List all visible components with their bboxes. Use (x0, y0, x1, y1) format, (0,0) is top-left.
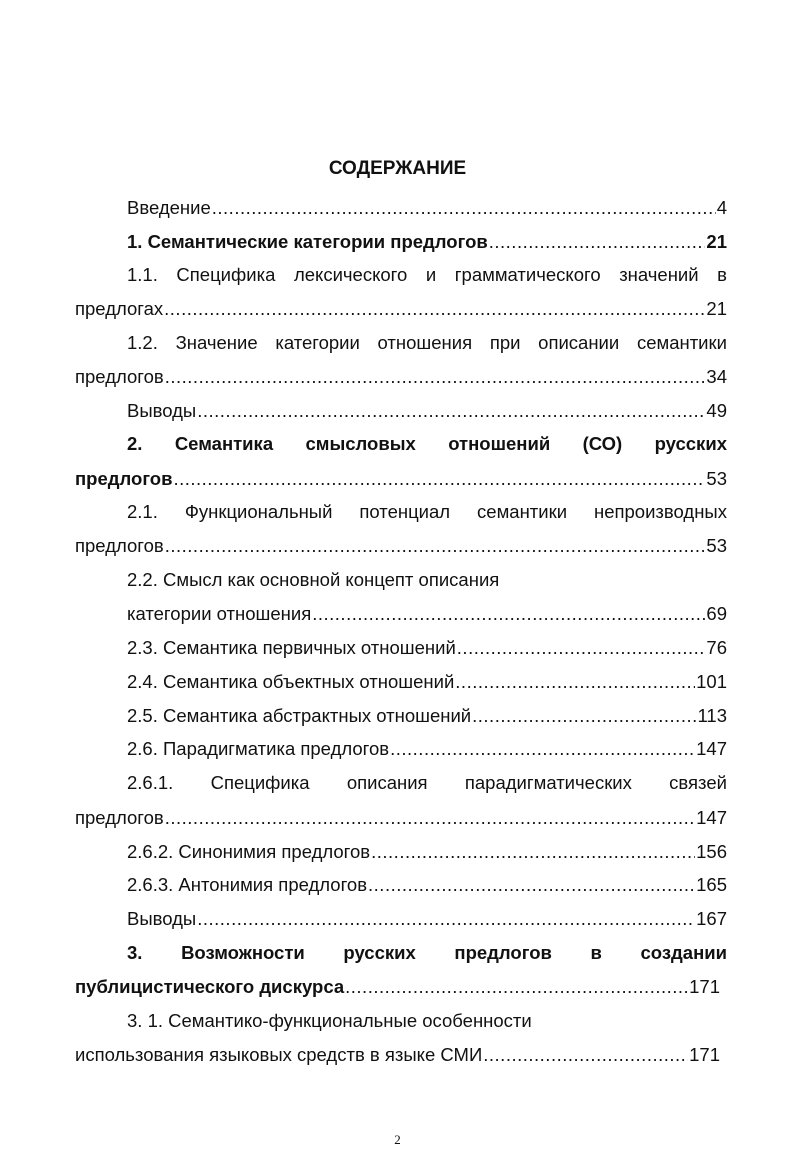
toc-entry-label: 2.6. Парадигматика предлогов (127, 738, 390, 759)
toc-entry-2-6-1-line1 (127, 770, 727, 796)
word: Возможности (181, 942, 305, 963)
toc-entry-page: 49 (706, 400, 727, 421)
leader-dots (371, 839, 695, 865)
toc-entry-label: 2.6.2. Синонимия предлогов (127, 841, 371, 862)
leader-dots (457, 635, 706, 661)
toc-entry-label: Выводы (127, 400, 197, 421)
toc-entry-2-1-line2 (75, 533, 727, 559)
leader-dots (165, 805, 695, 831)
toc-entry-page: 171 (689, 976, 720, 997)
word: семантики (636, 332, 727, 353)
word: 3. (127, 942, 143, 963)
leader-dots (472, 703, 696, 729)
toc-entry-page: 53 (706, 535, 727, 556)
toc-entry-label: предлогов (75, 807, 164, 828)
toc-entry-label: предлогов (75, 468, 173, 489)
toc-entry-2-2-line2 (127, 601, 727, 627)
word: в (717, 264, 727, 285)
toc-entry-page: 156 (696, 841, 727, 862)
word: 2.6.1. (127, 772, 174, 793)
toc-entry-page: 34 (706, 366, 727, 387)
leader-dots (212, 195, 716, 221)
toc-entry-1-2-line1 (127, 330, 727, 356)
toc-entry-label: 2.3. Семантика первичных отношений (127, 637, 456, 658)
toc-entry-2-1-line1 (127, 499, 727, 525)
toc-entry-2-6 (127, 736, 727, 762)
word: описания (346, 772, 428, 793)
word: 1.2. (127, 332, 158, 353)
word: Специфика (176, 264, 276, 285)
toc-entry-page: 53 (706, 468, 727, 489)
toc-title: СОДЕРЖАНИЕ (328, 158, 467, 179)
word: 2. (127, 433, 143, 454)
word: 1.1. (127, 264, 158, 285)
toc-entry-page: 21 (706, 231, 727, 252)
toc-entry-label: предлогов (75, 535, 164, 556)
toc-entry-2-6-1-line2 (75, 805, 727, 831)
toc-entry-2-4 (127, 669, 727, 695)
toc-entry-page: 147 (696, 738, 727, 759)
toc-entry-1-2-line2 (75, 364, 727, 390)
toc-entry-label: публицистического дискурса (75, 976, 345, 997)
word: семантики (477, 501, 568, 522)
toc-entry-label: 2.2. Смысл как основной концепт описания (127, 569, 500, 590)
word: смысловых (305, 433, 416, 454)
leader-dots (483, 1042, 688, 1068)
word: непроизводных (594, 501, 727, 522)
toc-entry-2-5 (127, 703, 727, 729)
toc-entry-label: 1. Семантические категории предлогов (127, 231, 488, 252)
toc-entry-label: категории отношения (127, 603, 312, 624)
word: 2.1. (127, 501, 158, 522)
word: Специфика (210, 772, 310, 793)
toc-entry-page: 69 (706, 603, 727, 624)
word: категории (275, 332, 360, 353)
toc-entry-1-1-line1 (127, 262, 727, 288)
toc-entry-chapter-2-line1 (127, 431, 727, 457)
toc-entry-2-3 (127, 635, 727, 661)
word: русских (343, 942, 416, 963)
word: в (590, 942, 602, 963)
leader-dots (489, 229, 706, 255)
toc-entry-label: использования языковых средств в языке СМИ (75, 1044, 483, 1065)
toc-entry-label: Выводы (127, 908, 197, 929)
word: связей (669, 772, 727, 793)
leader-dots (164, 296, 705, 322)
word: Значение (175, 332, 258, 353)
leader-dots (345, 974, 688, 1000)
leader-dots (165, 364, 706, 390)
word: при (489, 332, 521, 353)
toc-entry-label: 3. 1. Семантико-функциональные особенности (127, 1010, 532, 1031)
toc-entry-page: 101 (696, 671, 727, 692)
toc-entry-page: 21 (706, 298, 727, 319)
word: парадигматических (464, 772, 632, 793)
toc-entry-3-1-line2 (75, 1042, 720, 1068)
toc-entry-page: 76 (706, 637, 727, 658)
toc-entry-label: предлогах (75, 298, 164, 319)
toc-entry-chapter-1 (127, 229, 727, 255)
toc-entry-page: 171 (689, 1044, 720, 1065)
toc-entry-chapter-3-line1 (127, 940, 727, 966)
toc-entry-label: Введение (127, 197, 211, 218)
word: описании (538, 332, 620, 353)
leader-dots (197, 906, 695, 932)
toc-entry-1-1-line2 (75, 296, 727, 322)
toc-entry-conclusions-1 (127, 398, 727, 424)
toc-entry-chapter-3-line2 (75, 974, 720, 1000)
toc-entry-2-6-2 (127, 839, 727, 865)
leader-dots (312, 601, 705, 627)
leader-dots (368, 872, 695, 898)
word: грамматического (454, 264, 601, 285)
leader-dots (173, 466, 705, 492)
leader-dots (390, 736, 695, 762)
toc-entry-page: 4 (716, 197, 727, 218)
word: создании (640, 942, 727, 963)
toc-entry-chapter-2-line2 (75, 466, 727, 492)
toc-entry-2-2-line1 (127, 567, 727, 593)
leader-dots (165, 533, 706, 559)
toc-entry-label: 2.5. Семантика абстрактных отношений (127, 705, 472, 726)
toc-entry-page: 167 (696, 908, 727, 929)
word: и (425, 264, 437, 285)
word: предлогов (454, 942, 552, 963)
leader-dots (455, 669, 695, 695)
toc-entry-page: 165 (696, 874, 727, 895)
toc-entry-label: предлогов (75, 366, 164, 387)
leader-dots (197, 398, 705, 424)
toc-entry-label: 2.6.3. Антонимия предлогов (127, 874, 368, 895)
word: потенциал (359, 501, 451, 522)
toc-entry-page: 147 (696, 807, 727, 828)
toc-entry-3-1-line1 (127, 1008, 727, 1034)
word: лексического (293, 264, 408, 285)
word: отношений (448, 433, 551, 454)
page-number: 2 (394, 1132, 401, 1147)
word: Семантика (174, 433, 274, 454)
toc-entry-page: 113 (697, 705, 727, 726)
toc-entry-2-6-3 (127, 872, 727, 898)
word: отношения (377, 332, 473, 353)
toc-entry-conclusions-2 (127, 906, 727, 932)
word: (СО) (582, 433, 623, 454)
word: Функциональный (184, 501, 333, 522)
toc-entry-introduction (127, 195, 727, 221)
toc-entry-label: 2.4. Семантика объектных отношений (127, 671, 455, 692)
word: русских (654, 433, 727, 454)
word: значений (619, 264, 699, 285)
